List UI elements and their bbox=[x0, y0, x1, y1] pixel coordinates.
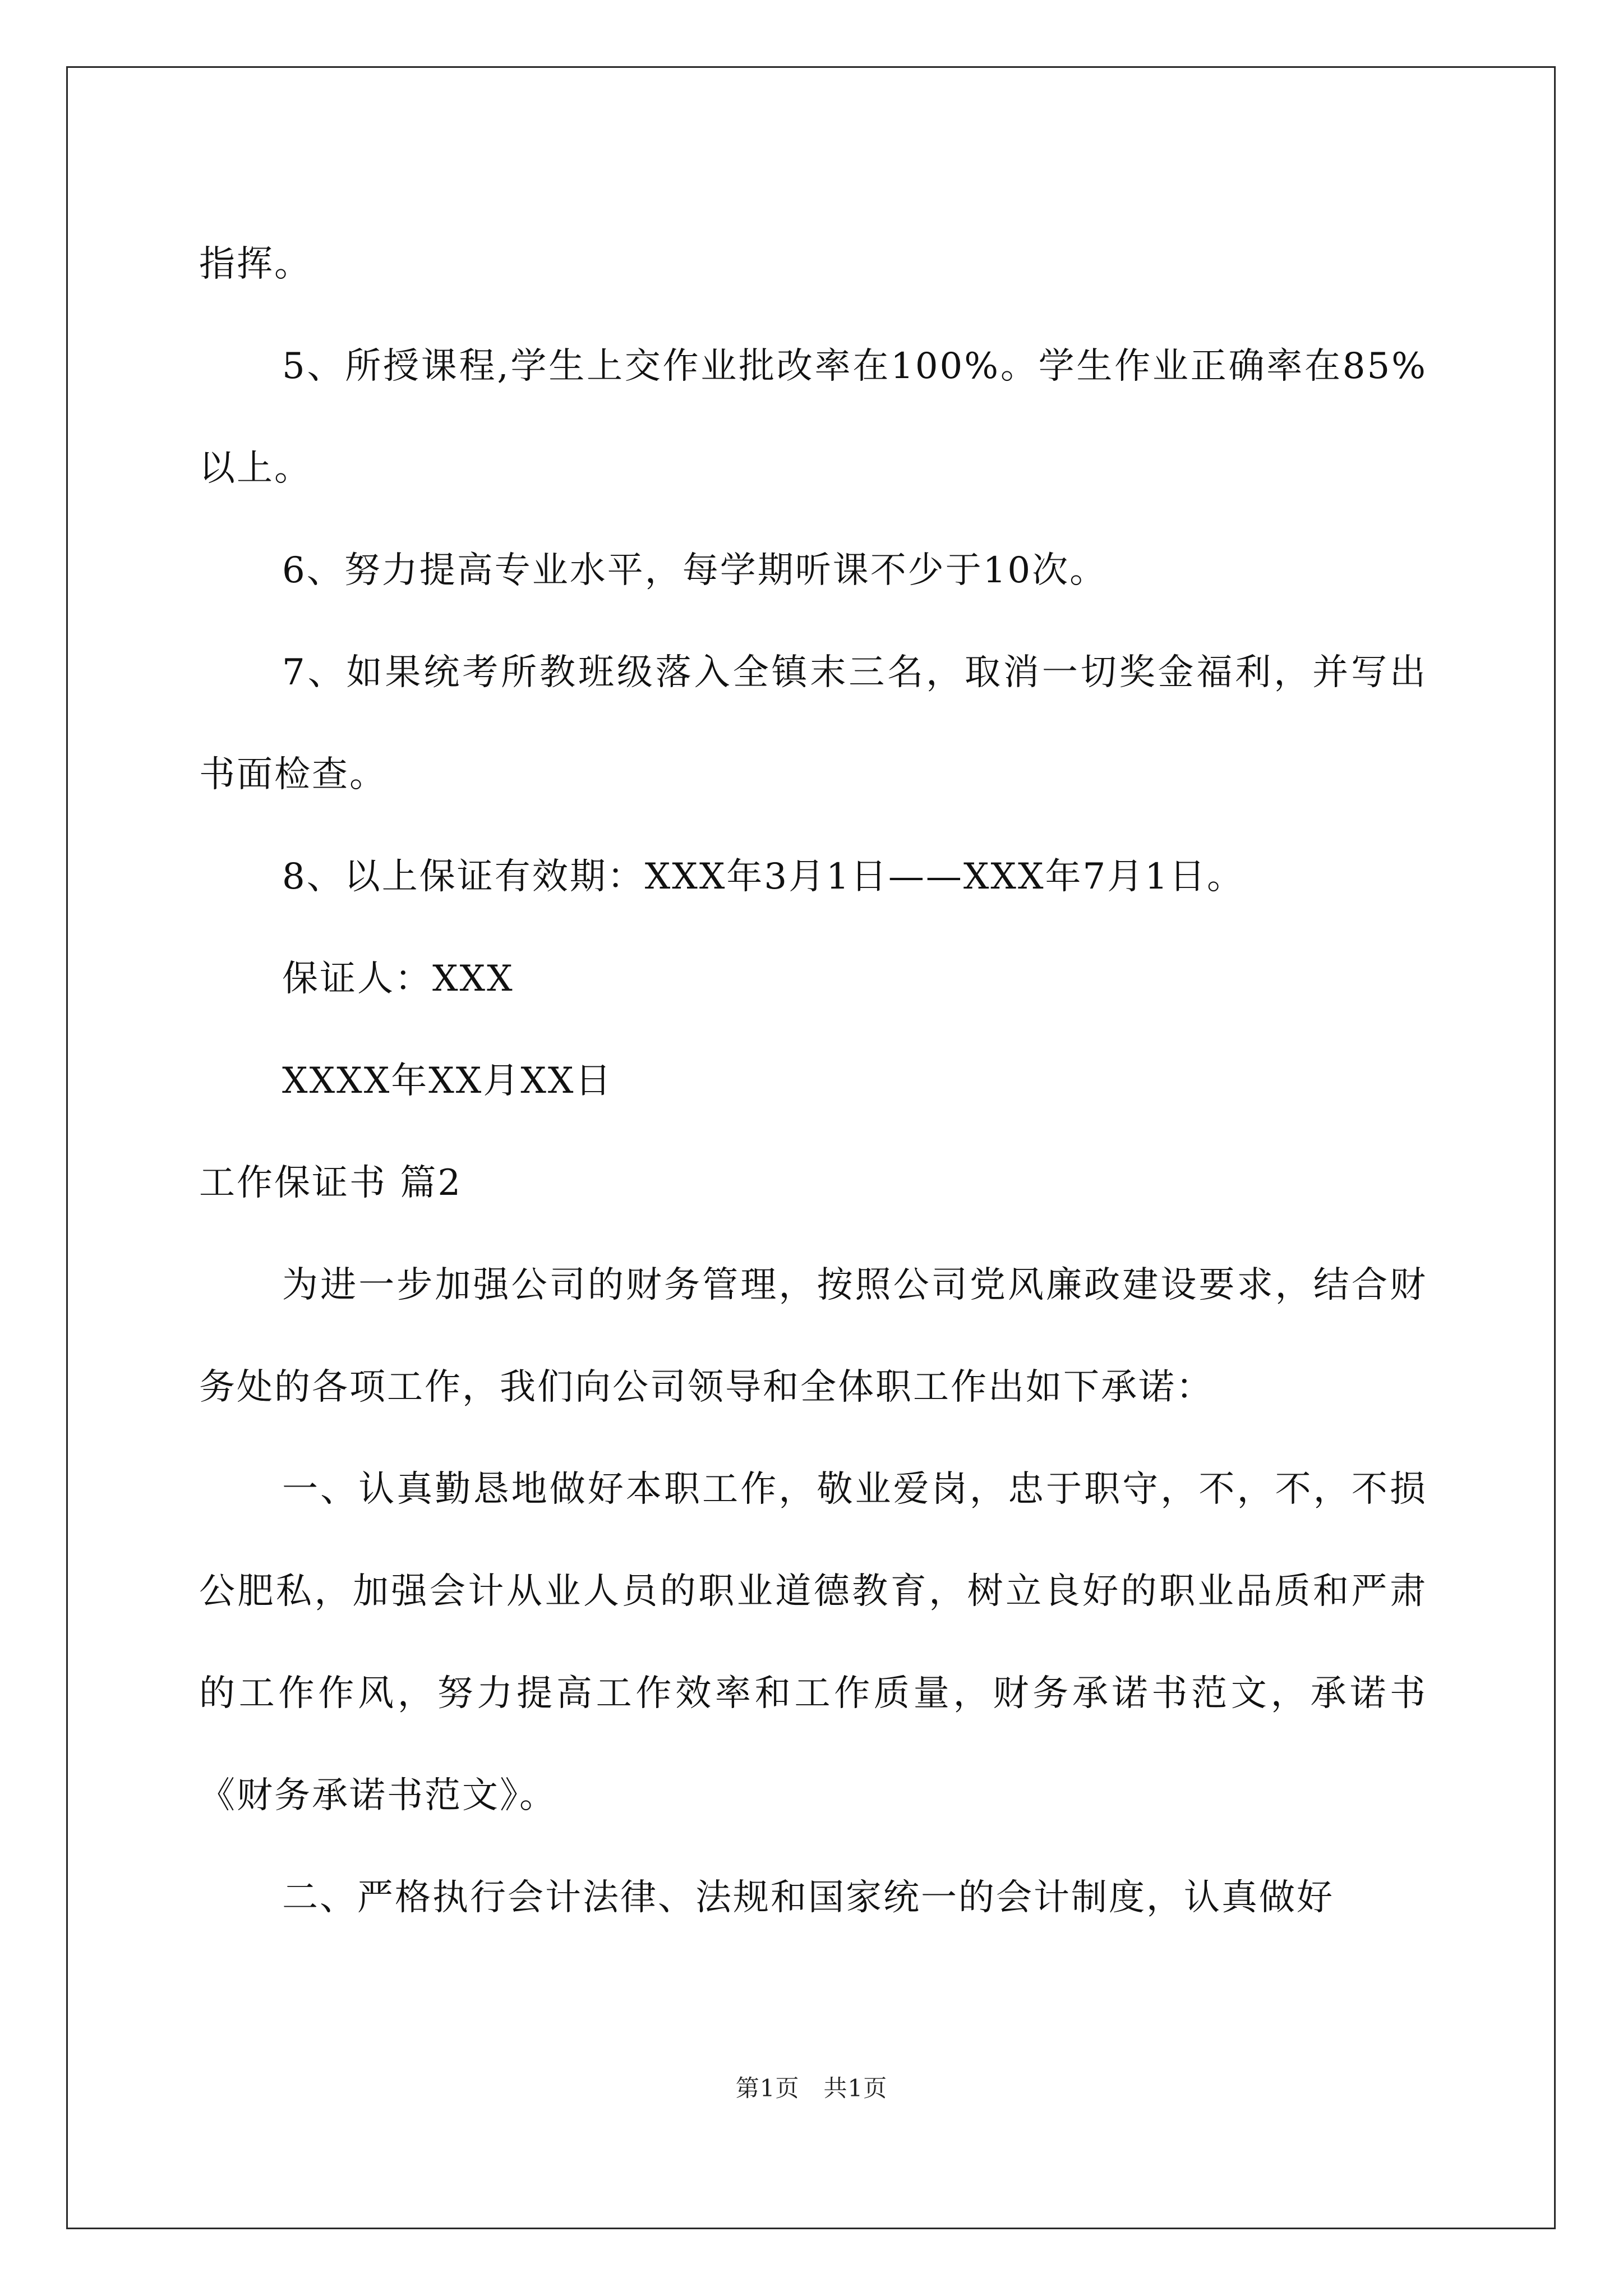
paragraph-item-5: 5、所授课程,学生上交作业批改率在100%。学生作业正确率在85%以上。 bbox=[199, 346, 1427, 489]
paragraph-item-7: 7、如果统考所教班级落入全镇末三名，取消一切奖金福利，并写出书面检查。 bbox=[199, 652, 1427, 795]
paragraph-commitment-1: 一、认真勤恳地做好本职工作，敬业爱岗，忠于职守，不，不，不损公肥私，加强会计从业人员的职业道德教育，树立良好的职业品质和严肃的工作作风，努力提高工作效率和工作质量，财务承诺书范文，承诺书《财务承诺书范文》。 bbox=[199, 1469, 1427, 1816]
paragraph-commitment-2: 二、严格执行会计法律、法规和国家统一的会计制度，认真做好 bbox=[282, 1877, 1334, 1918]
paragraph-item-6: 6、努力提高专业水平，每学期听课不少于10次。 bbox=[282, 550, 1108, 591]
document-body bbox=[199, 213, 1427, 1949]
paragraph-intro: 为进一步加强公司的财务管理，按照公司党风廉政建设要求，结合财务处的各项工作，我们向公司领导和全体职工作出如下承诺： bbox=[199, 1264, 1427, 1408]
date-line: XXXX年XX月XX日 bbox=[282, 1060, 613, 1102]
page-footer: 第1页 共1页 bbox=[735, 2074, 888, 2102]
paragraph-continuation: 指挥。 bbox=[199, 243, 312, 285]
section-heading: 工作保证书 篇2 bbox=[199, 1162, 463, 1204]
paragraph-item-8: 8、以上保证有效期：XXX年3月1日——XXX年7月1日。 bbox=[282, 856, 1244, 898]
guarantor-line: 保证人：XXX bbox=[282, 958, 514, 1000]
